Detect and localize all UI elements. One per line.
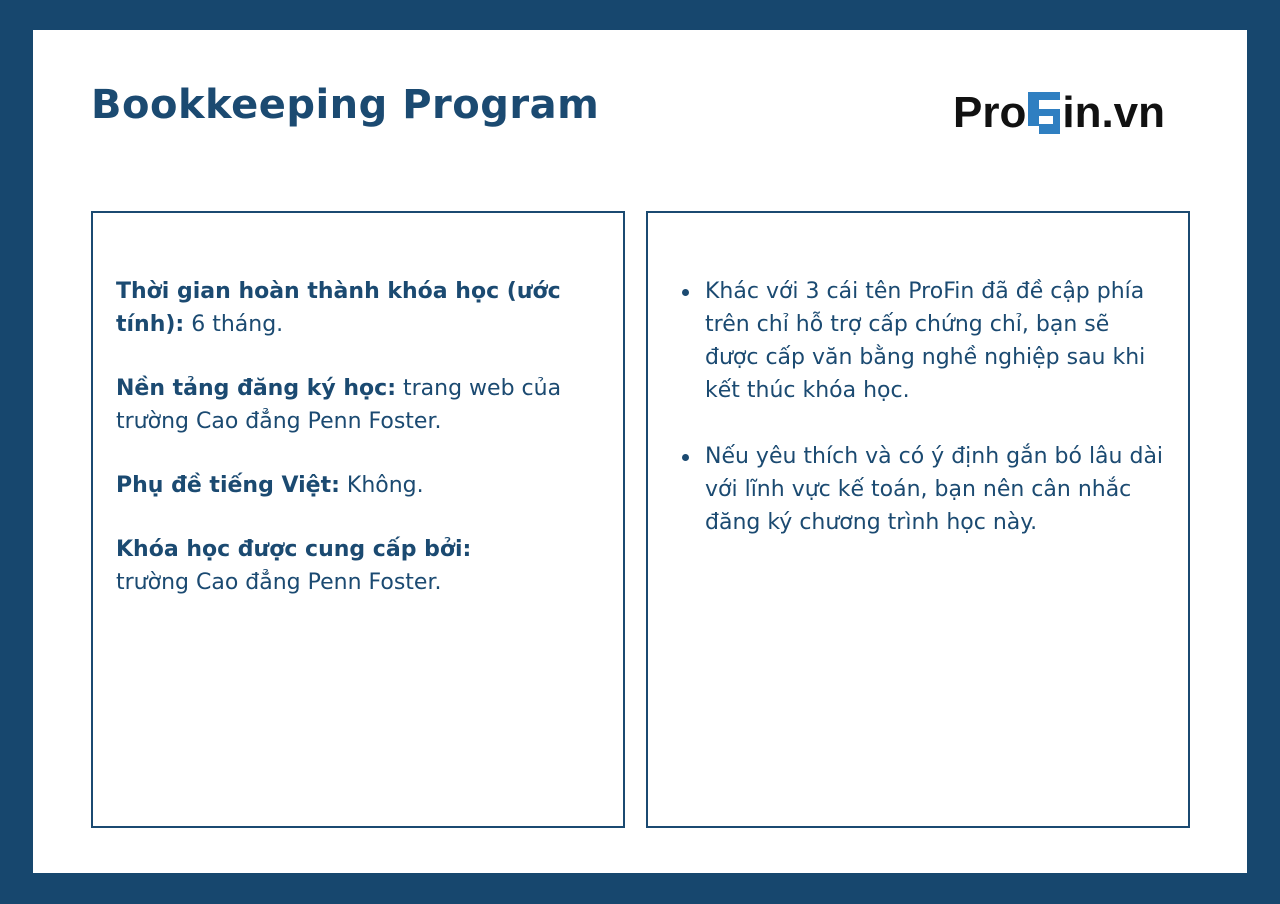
- info-platform: [116, 372, 586, 438]
- info-label: Khóa học được cung cấp bởi:: [116, 537, 472, 562]
- info-label: Thời gian hoàn thành khóa học (ước tính):: [116, 279, 561, 337]
- bullet-icon: [682, 454, 689, 461]
- info-provider: [116, 533, 586, 599]
- info-value: trường Cao đẳng Penn Foster.: [116, 570, 442, 595]
- page-title: Bookkeeping Program: [91, 82, 600, 128]
- logo-f-mark-icon: [1028, 92, 1060, 134]
- info-value: Không.: [339, 473, 424, 498]
- bullet-text: Khác với 3 cái tên ProFin đã đề cập phía trên chỉ hỗ trợ cấp chứng chỉ, bạn sẽ được cấp văn bằng nghề nghiệp sau khi kết thúc khóa học.: [705, 279, 1146, 403]
- info-subtitles: [116, 469, 586, 502]
- list-item: [678, 275, 1168, 407]
- logo-text-after: in.vn: [1062, 88, 1166, 137]
- course-info-panel: [91, 211, 625, 828]
- list-item: [678, 440, 1168, 539]
- content-card: [33, 30, 1247, 873]
- profin-logo: [953, 88, 1165, 138]
- notes-list: [678, 275, 1168, 572]
- bullet-icon: [682, 289, 689, 296]
- info-label: Phụ đề tiếng Việt:: [116, 473, 340, 498]
- logo-text-before: Pro: [953, 88, 1027, 137]
- course-info-list: [116, 275, 586, 630]
- info-label: Nền tảng đăng ký học:: [116, 376, 396, 401]
- bullet-text: Nếu yêu thích và có ý định gắn bó lâu dài với lĩnh vực kế toán, bạn nên cân nhắc đăng ký chương trình học này.: [705, 444, 1164, 535]
- info-duration: [116, 275, 586, 341]
- notes-panel: [646, 211, 1190, 828]
- info-value: trang web của trường Cao đẳng Penn Foster.: [116, 376, 562, 434]
- info-value: 6 tháng.: [184, 312, 284, 337]
